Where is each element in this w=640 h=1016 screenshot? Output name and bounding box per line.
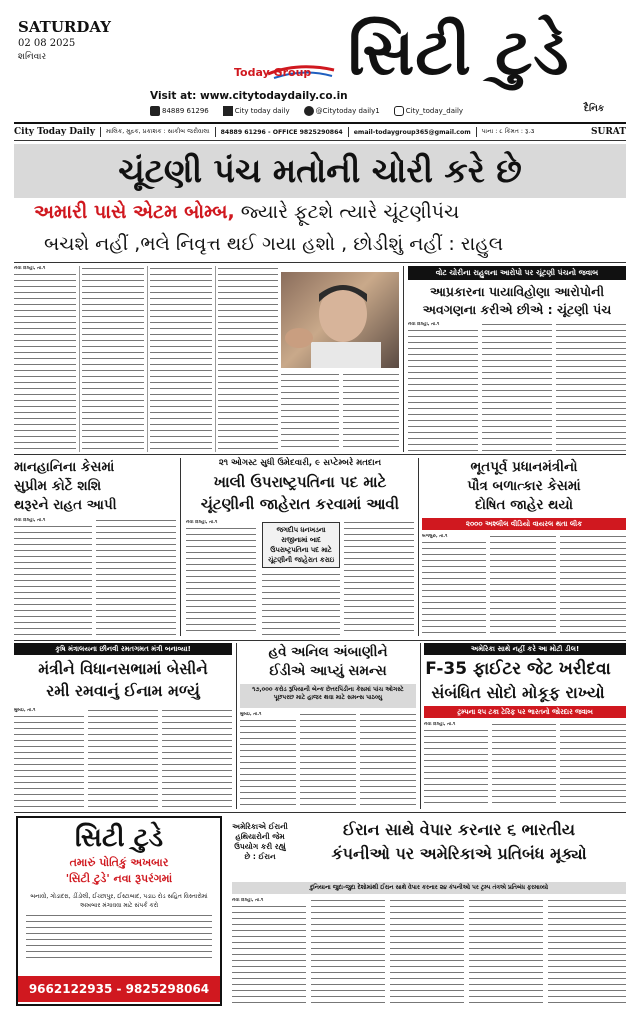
lead-subheadline bbox=[34, 201, 614, 223]
rummy-kicker: કૃષિ મંત્રાલયના છીનવી રમતગમત મંત્રી બનાવ્યા! bbox=[14, 643, 232, 655]
vp-column-1 bbox=[186, 520, 256, 636]
iran-column-5 bbox=[548, 898, 626, 1006]
ambani-dateline: મુંબઇ, તા.૧ bbox=[240, 712, 262, 717]
f35-headline-1: F-35 ફાઈટર જેટ ખરીદવા bbox=[425, 659, 611, 679]
f35-kicker: અમેરિકા સાથે નહીં કરે આ મોટી ડીલ! bbox=[424, 643, 626, 655]
side-story-banner: વોટ ચોરીના રાહુલના આરોપો પર ચૂંટણી પંચનો જવાબ bbox=[408, 266, 626, 280]
lead-sub-red: અમારી પાસે એટમ બોમ્બ, bbox=[34, 201, 235, 223]
facebook-icon bbox=[223, 106, 233, 116]
pm-grandson-headline bbox=[422, 458, 626, 515]
ad-body bbox=[26, 892, 212, 970]
ambani-column-1 bbox=[240, 712, 296, 808]
f35-headline-2: સંબંધિત સોદો મોકૂફ રાખ્યો bbox=[431, 683, 605, 702]
lead-headline: ચૂંટણી પંચ મતોની ચોરી કરે છે bbox=[14, 144, 626, 198]
phone-icon bbox=[150, 106, 160, 116]
lead-sub-rest: જ્યારે ફૂટશે ત્યારે ચૂંટણીપંચ bbox=[234, 201, 460, 223]
infobar-name: City Today Daily bbox=[14, 127, 95, 137]
ad-box[interactable] bbox=[16, 816, 222, 1006]
side-story-headline-1: આપ્રકારના પાયાવિહોણા આરોપોની bbox=[429, 284, 605, 299]
ambani-headline-1: હવે અનિલ અંબાણીને bbox=[268, 644, 388, 660]
tharoor-column-1 bbox=[14, 518, 92, 636]
tharoor-headline-1: માનહાનિના કેસમાં bbox=[14, 459, 115, 475]
side-story-dateline: નવી દિલ્હી, તા.૧ bbox=[408, 322, 440, 327]
iran-column-3 bbox=[390, 898, 464, 1006]
infobar-email[interactable]: email-todaygroup365@gmail.com bbox=[353, 128, 471, 136]
side-story-column-3 bbox=[556, 322, 626, 452]
info-bar bbox=[14, 125, 626, 139]
ad-phones[interactable]: 9662122935 - 9825298064 bbox=[18, 976, 220, 1002]
today-group-logo bbox=[228, 62, 338, 88]
iran-column-1 bbox=[232, 898, 306, 1006]
pm-grandson-column-3 bbox=[560, 534, 626, 636]
vp-column-2 bbox=[262, 572, 340, 636]
tharoor-headline bbox=[14, 458, 176, 515]
pm-grandson-column-1 bbox=[422, 534, 486, 636]
lead-column-5 bbox=[281, 372, 339, 452]
ad-logo: સિટી ટુડે bbox=[75, 823, 163, 853]
rummy-column-2 bbox=[88, 708, 158, 808]
facebook-contact[interactable]: City today daily bbox=[223, 106, 290, 116]
pm-grandson-headline-3: દોષિત જાહેર થયો bbox=[475, 497, 573, 513]
iran-column-4 bbox=[469, 898, 543, 1006]
tharoor-headline-2: સુપ્રીમ કોર્ટે શશિ bbox=[14, 478, 102, 494]
f35-dateline: નવી દિલ્હી, તા.૧ bbox=[424, 722, 456, 727]
ambani-headline-2: ઈડીએ આપ્યું સમન્સ bbox=[269, 663, 387, 679]
vp-kicker: ૨૧ ઓગસ્ટ સુધી ઉમેદવારી, ૯ સપ્ટેમ્બરે મતદાન bbox=[218, 458, 382, 468]
pm-grandson-headline-1: ભૂતપૂર્વ પ્રધાનમંત્રીનો bbox=[470, 459, 578, 475]
lead-photo bbox=[281, 272, 399, 368]
lead-column-2 bbox=[82, 266, 144, 452]
ambani-column-2 bbox=[300, 712, 356, 808]
vp-headline-2: ચૂંટણીની જાહેરાત કરવામાં આવી bbox=[200, 495, 400, 513]
f35-column-2 bbox=[492, 722, 556, 808]
rummy-dateline: મુંબઇ, તા.૧ bbox=[14, 708, 36, 713]
masthead-day-gujarati: શનિવાર bbox=[18, 52, 47, 62]
side-story-column-1 bbox=[408, 322, 478, 452]
lead-column-1 bbox=[14, 266, 76, 452]
pm-grandson-headline-2: પૌત્ર બળાત્કાર કેસમાં bbox=[467, 478, 581, 494]
rahul-photo-icon bbox=[281, 272, 399, 368]
logo-suffix: દૈનિક bbox=[584, 104, 605, 114]
ad-tagline-2: 'સિટી ટુડે' નવા રૂપરંગમાં bbox=[65, 872, 173, 885]
iran-banner: દુનિયાના જુદા-જુદા દેશોમાંથી ઈરાન સાથે વેપાર કરનાર ૨૪ કંપનીઓ પર ટ્રમ્પ તંત્રએ પ્રતિબંધ ફરમાવ્યો bbox=[232, 882, 626, 894]
pm-grandson-dateline: બેંગલુરુ, તા.૧ bbox=[422, 534, 448, 539]
infobar-owner: માલિક, મુદ્રક, પ્રકાશક : સાકીબ જરીવાલા bbox=[105, 128, 210, 135]
vp-column-3 bbox=[344, 520, 414, 636]
rummy-headline-2: રમી રમવાનું ઈનામ મળ્યું bbox=[46, 682, 200, 700]
social-row bbox=[150, 106, 463, 116]
lead-column-3 bbox=[150, 266, 212, 452]
vp-dateline: નવી દિલ્હી, તા.૧ bbox=[186, 520, 218, 525]
instagram-contact[interactable]: City_today_daily bbox=[394, 106, 463, 116]
iran-headline-1: ઈરાન સાથે વેપાર કરનાર ૬ ભારતીય bbox=[343, 820, 575, 839]
tharoor-headline-3: થરૂરને રાહત આપી bbox=[14, 497, 117, 513]
iran-headline-2: કંપનીઓ પર અમેરિકાએ પ્રતિબંધ મૂક્યો bbox=[331, 844, 587, 863]
infobar-phone: 84889 61296 - OFFICE 9825290864 bbox=[220, 128, 343, 136]
ambani-headline bbox=[240, 643, 416, 681]
ambani-box: ૧૭,૦૦૦ કરોડ રૂપિયાની બેન્ક છેતરપિંડીના કેસમાં પાંચ ઓગસ્ટે પૂછપરછ માટે હાજર થવા માટે સમન્સ પાઠવ્યુ bbox=[240, 684, 416, 708]
infobar-city: SURAT bbox=[590, 127, 626, 137]
logo-text: સિટી ટુડે bbox=[348, 16, 570, 90]
instagram-icon bbox=[394, 106, 404, 116]
twitter-contact[interactable]: @Citytoday daily1 bbox=[304, 106, 380, 116]
tharoor-column-2 bbox=[96, 518, 176, 636]
twitter-icon bbox=[304, 106, 314, 116]
vp-box: જગદીપ ધનખડના રાજીનામાં બાદ ઉપરાષ્ટ્રપતિના પદ માટે ચૂંટણીની જાહેરાત કરાઇ bbox=[262, 522, 340, 568]
rummy-column-1 bbox=[14, 708, 84, 808]
ad-tagline: તમારું પોતિકું અખબાર bbox=[69, 856, 169, 869]
visit-url[interactable]: Visit at: www.citytodaydaily.co.in bbox=[150, 90, 348, 102]
rummy-column-3 bbox=[162, 708, 232, 808]
lead-subheadline-2: બચશે નહીં ,ભલે નિવૃત્ત થઈ ગયા હશો , છોડીશું નહીં : રાહુલ bbox=[44, 233, 504, 255]
ambani-column-3 bbox=[360, 712, 416, 808]
f35-column-1 bbox=[424, 722, 488, 808]
infobar-page: પાના : ૮ કિંમત : રૂ.૩ bbox=[481, 128, 535, 135]
side-story-headline-2: અવગણના કરીએ છીએ : ચૂંટણી પંચ bbox=[422, 302, 612, 317]
rummy-headline-1: મંત્રીને વિધાનસભામાં બેસીને bbox=[38, 660, 208, 678]
pm-grandson-banner: ૨૦૦૦ અશ્લીલ વીડિયો વાયરલ થતા લીક bbox=[422, 518, 626, 530]
lead-column-4 bbox=[218, 266, 278, 452]
masthead-day: SATURDAY bbox=[18, 18, 111, 36]
lead-column-6 bbox=[343, 372, 399, 452]
vp-headline-1: ખાલી ઉપરાષ્ટ્રપતિના પદ માટે bbox=[213, 473, 387, 491]
ad-body-text: બનાવો, ગોડાદરા, ડીંડોલી, ઈચ્છાપુર, ઈસ્ટાબાદ, પડાઇ રોડ સહિત વિસ્તારોમાં અખબાર મંગાવવા માટે સંપર્ક કરો bbox=[30, 893, 208, 909]
f35-banner: ટ્રમ્પના ૨૫ ટકા ટેરિફ પર ભારતનો જોરદાર જવાબ bbox=[424, 706, 626, 718]
today-group-text: Today Group bbox=[234, 66, 312, 79]
iran-column-2 bbox=[311, 898, 385, 1006]
phone-contact[interactable]: 84889 61296 bbox=[150, 106, 209, 116]
lead-dateline: નવી દિલ્હી, તા.૧ bbox=[14, 266, 46, 271]
pm-grandson-column-2 bbox=[490, 534, 556, 636]
f35-column-3 bbox=[560, 722, 626, 808]
iran-kicker: અમેરિકાએ ઈરાની હથિયારોની જેમ ઉપયોગ કરી રહ્યું છે : ઈરાન bbox=[232, 822, 288, 861]
side-story-column-2 bbox=[482, 322, 552, 452]
iran-dateline: નવી દિલ્હી, તા.૧ bbox=[232, 898, 264, 903]
tharoor-dateline: નવી દિલ્હી, તા.૧ bbox=[14, 518, 46, 523]
masthead-date: 02 08 2025 bbox=[18, 38, 76, 49]
